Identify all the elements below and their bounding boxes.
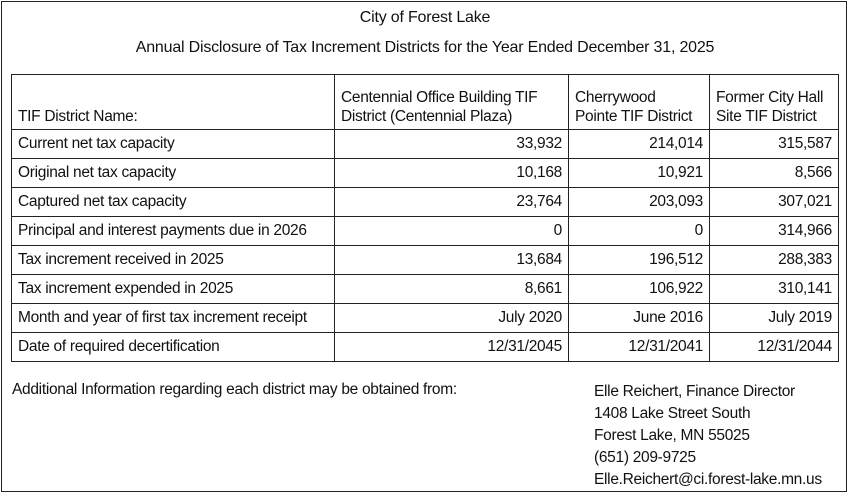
- contact-email: Elle.Reichert@ci.forest-lake.mn.us: [594, 471, 822, 488]
- table-cell: 214,014: [569, 130, 710, 159]
- city-name: City of Forest Lake: [359, 9, 491, 26]
- table-row: [12, 275, 839, 304]
- table-row: [12, 246, 839, 275]
- table-cell: July 2020: [335, 304, 569, 333]
- table-cell: 0: [569, 217, 710, 246]
- table-row: [12, 159, 839, 188]
- table-cell: June 2016: [569, 304, 710, 333]
- table-cell: 13,684: [335, 246, 569, 275]
- table-header-row: [12, 75, 839, 130]
- table-cell: 106,922: [569, 275, 710, 304]
- table-row: [12, 304, 839, 333]
- contact-city-state-zip: Forest Lake, MN 55025: [594, 427, 750, 444]
- row-label: Date of required decertification: [12, 333, 335, 362]
- table-cell: 196,512: [569, 246, 710, 275]
- row-header-label: TIF District Name:: [12, 75, 335, 130]
- table-row: [12, 217, 839, 246]
- contact-street: 1408 Lake Street South: [594, 405, 751, 422]
- additional-info-text: Additional Information regarding each district may be obtained from:: [12, 381, 457, 398]
- table-cell: 203,093: [569, 188, 710, 217]
- table-cell: 23,764: [335, 188, 569, 217]
- row-label: Captured net tax capacity: [12, 188, 335, 217]
- table-cell: 314,966: [710, 217, 839, 246]
- table-cell: 33,932: [335, 130, 569, 159]
- column-header: [569, 75, 710, 130]
- table-cell: 10,168: [335, 159, 569, 188]
- table-cell: 8,661: [335, 275, 569, 304]
- column-header-line: Site TIF District: [716, 108, 817, 125]
- column-header-line: Pointe TIF District: [575, 108, 693, 125]
- contact-name-title: Elle Reichert, Finance Director: [594, 383, 795, 400]
- contact-phone: (651) 209-9725: [594, 449, 696, 466]
- table-cell: 10,921: [569, 159, 710, 188]
- column-header-line: District (Centennial Plaza): [341, 108, 513, 125]
- table-row: [12, 130, 839, 159]
- table-cell: 315,587: [710, 130, 839, 159]
- row-label: Original net tax capacity: [12, 159, 335, 188]
- table-cell: July 2019: [710, 304, 839, 333]
- row-label: Current net tax capacity: [12, 130, 335, 159]
- table-cell: 0: [335, 217, 569, 246]
- table-row: [12, 188, 839, 217]
- table-cell: 8,566: [710, 159, 839, 188]
- table-cell: 307,021: [710, 188, 839, 217]
- table-cell: 12/31/2045: [335, 333, 569, 362]
- row-label: Principal and interest payments due in 2026: [12, 217, 335, 246]
- table-cell: 12/31/2041: [569, 333, 710, 362]
- column-header-line: Former City Hall: [716, 89, 824, 106]
- row-label: Month and year of first tax increment receipt: [12, 304, 335, 333]
- row-label: Tax increment received in 2025: [12, 246, 335, 275]
- notice-subtitle: Annual Disclosure of Tax Increment Districts for the Year Ended December 31, 2025: [135, 39, 715, 56]
- column-header: [710, 75, 839, 130]
- table-row: [12, 333, 839, 362]
- column-header: [335, 75, 569, 130]
- tif-district-table: [11, 74, 839, 362]
- table-cell: 288,383: [710, 246, 839, 275]
- row-label: Tax increment expended in 2025: [12, 275, 335, 304]
- contact-block: [594, 381, 822, 491]
- column-header-line: Cherrywood: [575, 89, 656, 106]
- table-cell: 310,141: [710, 275, 839, 304]
- table-cell: 12/31/2044: [710, 333, 839, 362]
- column-header-line: Centennial Office Building TIF: [341, 89, 538, 106]
